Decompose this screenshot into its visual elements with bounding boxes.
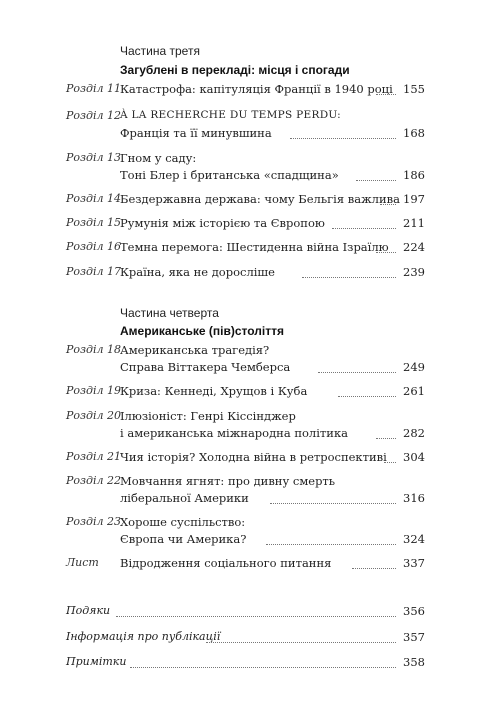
dot-leader — [116, 616, 396, 617]
chapter-title-line: Чия історія? Холодна війна в ретроспективі — [120, 450, 387, 464]
chapter-number: Розділ 20 — [66, 409, 122, 422]
dot-leader — [384, 462, 396, 463]
dot-leader — [206, 642, 396, 643]
dot-leader — [130, 667, 396, 668]
dot-leader — [266, 544, 396, 545]
chapter-title-line: Європа чи Америка? — [120, 532, 247, 546]
chapter-number: Розділ 14 — [66, 192, 122, 205]
page-number: 211 — [403, 216, 425, 230]
chapter-number: Розділ 21 — [66, 450, 122, 463]
page-number: 239 — [403, 265, 425, 279]
chapter-title-line: Темна перемога: Шестиденна війна Ізраїлю — [120, 240, 389, 254]
chapter-title-line: Катастрофа: капітуляція Франції в 1940 році — [120, 82, 393, 96]
endmatter-label: Примітки — [66, 655, 127, 668]
chapter-number: Розділ 15 — [66, 216, 122, 229]
dot-leader — [352, 568, 396, 569]
chapter-number: Розділ 13 — [66, 151, 122, 164]
page-number: 155 — [403, 82, 425, 96]
page-number: 282 — [403, 426, 425, 440]
page-number: 224 — [403, 240, 425, 254]
dot-leader — [376, 94, 396, 95]
dot-leader — [332, 228, 396, 229]
page-number: 197 — [403, 192, 425, 206]
endmatter-label: Інформація про публікації — [66, 630, 221, 643]
dot-leader — [290, 138, 396, 139]
dot-leader — [338, 396, 396, 397]
page-number: 304 — [403, 450, 425, 464]
dot-leader — [270, 503, 396, 504]
chapter-number: Розділ 16 — [66, 240, 122, 253]
chapter-title-line: Американська трагедія? — [120, 343, 270, 357]
page-number: 358 — [403, 655, 425, 669]
page-number: 316 — [403, 491, 425, 505]
dot-leader — [356, 180, 396, 181]
chapter-title-line: Румунія між історією та Європою — [120, 216, 325, 230]
chapter-number: Розділ 23 — [66, 515, 122, 528]
dot-leader — [380, 204, 396, 205]
dot-leader — [376, 438, 396, 439]
page-number: 261 — [403, 384, 425, 398]
page-number: 186 — [403, 168, 425, 182]
chapter-title-line: і американська міжнародна політика — [120, 426, 348, 440]
endmatter-label: Подяки — [66, 604, 111, 617]
chapter-number: Розділ 11 — [66, 82, 122, 95]
page-number: 357 — [403, 630, 425, 644]
page-number: 356 — [403, 604, 425, 618]
chapter-number: Розділ 19 — [66, 384, 122, 397]
dot-leader — [302, 277, 396, 278]
chapter-title-line: Відродження соціального питання — [120, 556, 332, 570]
page-number: 168 — [403, 126, 425, 140]
chapter-title-line: Хороше суспільство: — [120, 515, 246, 529]
chapter-number: Розділ 22 — [66, 474, 122, 487]
chapter-number: Розділ 12 — [66, 109, 122, 122]
part-3-title: Загублені в перекладі: місця і спогади — [120, 63, 350, 77]
page-number: 337 — [403, 556, 425, 570]
part-4-label: Частина четверта — [120, 306, 219, 320]
page-number: 249 — [403, 360, 425, 374]
chapter-title-line: À LA RECHERCHE DU TEMPS PERDU: — [120, 109, 342, 121]
chapter-title-line: Франція та її минувшина — [120, 126, 272, 140]
chapter-title-line: Справа Віттакера Чемберса — [120, 360, 291, 374]
chapter-title-line: Криза: Кеннеді, Хрущов і Куба — [120, 384, 308, 398]
dot-leader — [376, 252, 396, 253]
chapter-title-line: Гном у саду: — [120, 151, 197, 165]
chapter-title-line: ліберальної Америки — [120, 491, 249, 505]
page-number: 324 — [403, 532, 425, 546]
chapter-number: Розділ 18 — [66, 343, 122, 356]
chapter-title-line: Країна, яка не доросліше — [120, 265, 275, 279]
chapter-title-line: Мовчання ягнят: про дивну смерть — [120, 474, 336, 488]
part-3-label: Частина третя — [120, 44, 200, 58]
chapter-title-line: Тоні Блер і британська «спадщина» — [120, 168, 339, 182]
chapter-number: Розділ 17 — [66, 265, 122, 278]
part-4-title: Американське (пів)століття — [120, 324, 285, 338]
chapter-number: Лист — [66, 556, 99, 569]
dot-leader — [318, 372, 396, 373]
chapter-title-line: Ілюзіоніст: Генрі Кіссінджер — [120, 409, 296, 423]
chapter-title-line: Бездержавна держава: чому Бельгія важлива — [120, 192, 400, 206]
